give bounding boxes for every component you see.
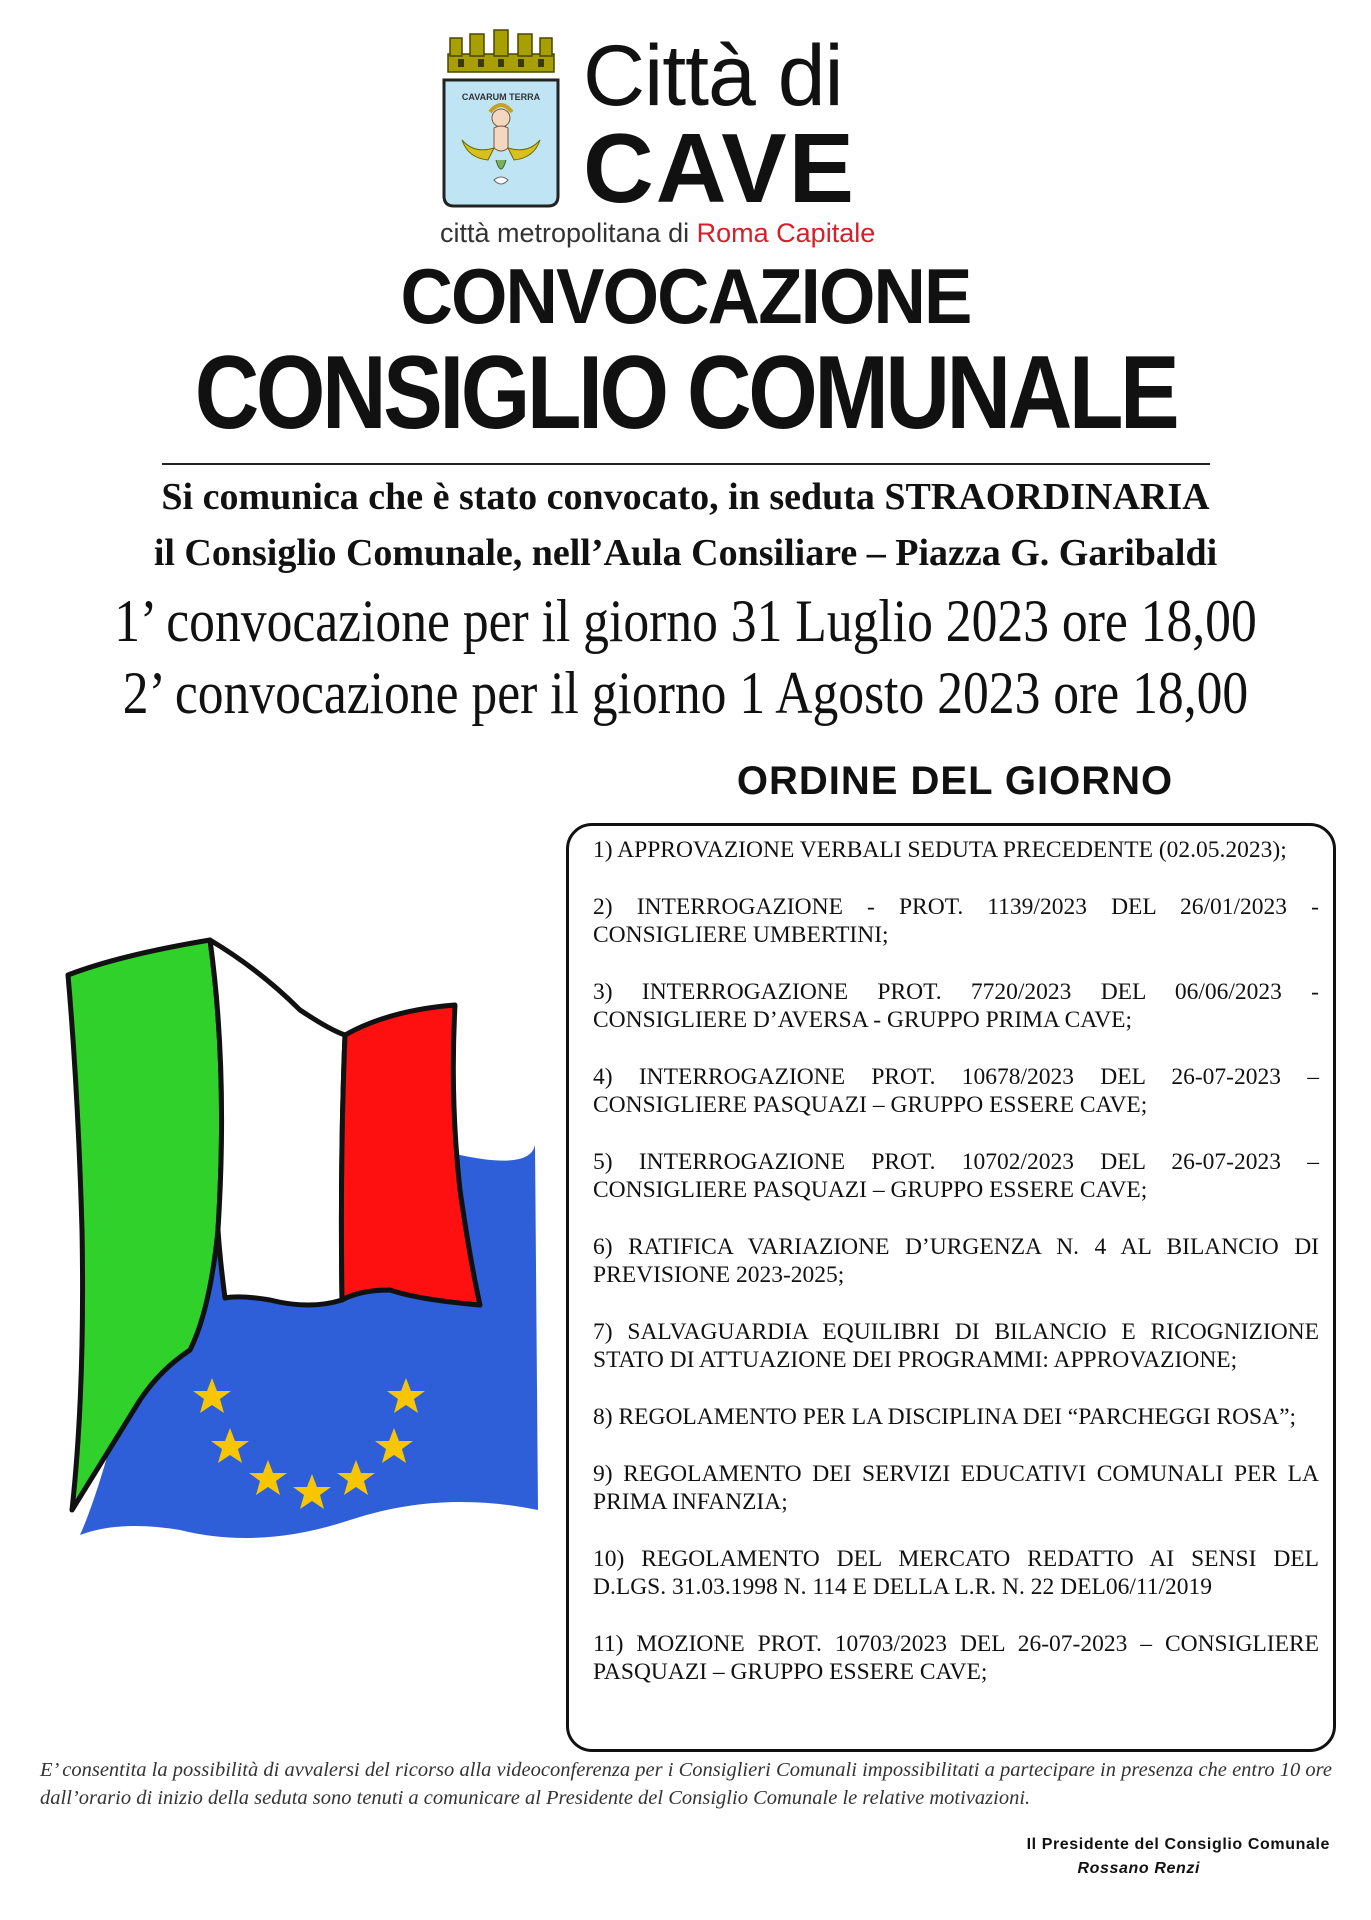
crest-motto: CAVARUM TERRA [461,92,541,102]
agenda-item: 10) REGOLAMENTO DEL MERCATO REDATTO AI SENSI DEL D.LGS. 31.03.1998 N. 114 E DELLA L.R. N. 22 DEL06/11/2019 [593,1546,1319,1600]
crest-icon [438,28,564,210]
agenda-heading: ORDINE DEL GIORNO [736,759,1174,803]
agenda-item: 4) INTERROGAZIONE PROT. 10678/2023 DEL 26-07-2023 – CONSIGLIERE PASQUAZI – GRUPPO ESSERE CAVE; [593,1064,1319,1118]
title-convocazione: CONVOCAZIONE [400,252,971,340]
signature-name: Rossano Renzi [1077,1860,1200,1877]
agenda-item: 8) REGOLAMENTO PER LA DISCIPLINA DEI “PARCHEGGI ROSA”; [593,1404,1297,1430]
agenda-item: 7) SALVAGUARDIA EQUILIBRI DI BILANCIO E RICOGNIZIONE STATO DI ATTUAZIONE DEI PROGRAMMI: APPROVAZIONE; [593,1319,1319,1373]
agenda-item: 6) RATIFICA VARIAZIONE D’URGENZA N. 4 AL BILANCIO DI PREVISIONE 2023-2025; [593,1234,1319,1288]
agenda-item: 11) MOZIONE PROT. 10703/2023 DEL 26-07-2023 – CONSIGLIERE PASQUAZI – GRUPPO ESSERE CAVE; [593,1631,1319,1685]
agenda-item: 1) APPROVAZIONE VERBALI SEDUTA PRECEDENTE (02.05.2023); [593,837,1287,863]
metropolitan-subtitle [440,216,875,250]
italy-eu-flag-icon [60,930,550,1540]
intro-line-1: Si comunica che è stato convocato, in seduta STRAORDINARIA [161,476,1210,518]
divider [162,463,1210,465]
agenda-item: 9) REGOLAMENTO DEI SERVIZI EDUCATIVI COMUNALI PER LA PRIMA INFANZIA; [593,1461,1319,1515]
signature-role: Il Presidente del Consiglio Comunale [1026,1836,1330,1853]
flag-white-stripe [210,940,345,1305]
agenda-item: 2) INTERROGAZIONE - PROT. 1139/2023 DEL 26/01/2023 - CONSIGLIERE UMBERTINI; [593,894,1319,948]
second-convocation: 2’ convocazione per il giorno 1 Agosto 2023 ore 18,00 [122,660,1249,726]
metro-suffix: Roma Capitale [696,218,876,248]
agenda-item: 3) INTERROGAZIONE PROT. 7720/2023 DEL 06/06/2023 - CONSIGLIERE D’AVERSA - GRUPPO PRIMA CAVE; [593,979,1319,1033]
metro-prefix: città metropolitana di [440,218,697,248]
title-consiglio-comunale: CONSIGLIO COMUNALE [194,335,1177,451]
intro-line-2: il Consiglio Comunale, nell’Aula Consiliare – Piazza G. Garibaldi [153,532,1218,574]
agenda-box [566,823,1336,1752]
first-convocation: 1’ convocazione per il giorno 31 Luglio 2023 ore 18,00 [114,588,1257,654]
footnote: E’ consentita la possibilità di avvalersi del ricorso alla videoconferenza per i Consiglieri Comunali impossibilitati a partecipare in presenza che entro 10 ore dall’orario di inizio della seduta sono tenuti a comunicare al Presidente del Consiglio Comunale le relative motivazioni. [40,1759,1332,1809]
agenda-item: 5) INTERROGAZIONE PROT. 10702/2023 DEL 26-07-2023 – CONSIGLIERE PASQUAZI – GRUPPO ESSERE CAVE; [593,1149,1319,1203]
city-name-line2: CAVE [583,113,857,223]
city-name-line1: Città di [583,28,843,124]
